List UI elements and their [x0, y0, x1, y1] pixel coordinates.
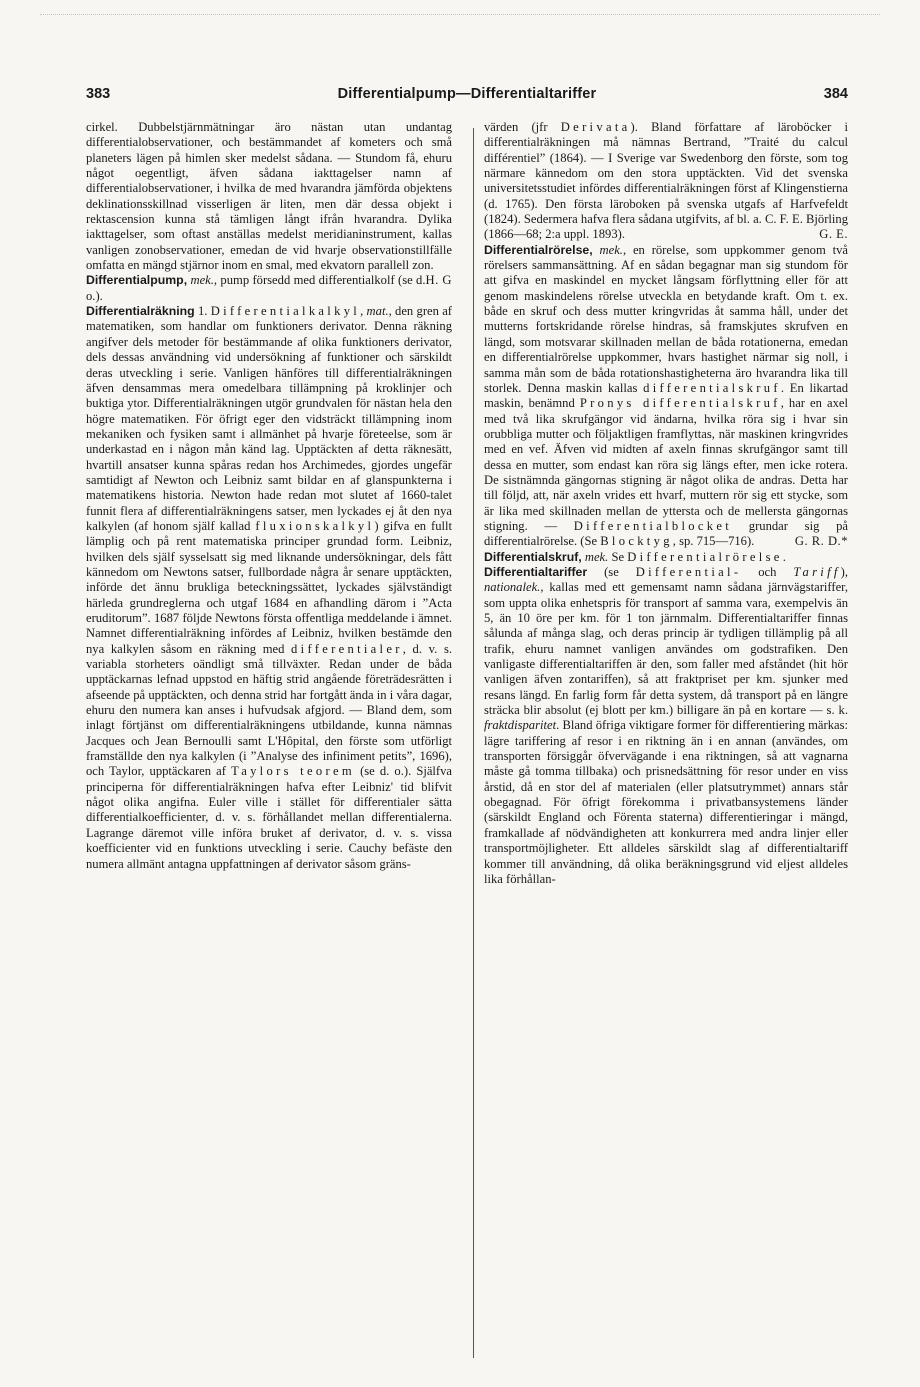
spaced-term: Pronys differentialskruf	[579, 396, 781, 411]
spaced-term: Taylors teorem	[231, 764, 355, 779]
scan-edge-line	[40, 14, 880, 15]
spaced-term: differentialer	[291, 641, 403, 656]
emphasis-term: fraktdisparitet	[484, 718, 557, 733]
headword: Differentialtariffer	[484, 564, 588, 579]
entry-differentialrorelse: Differentialrörelse, mek., en rörelse, som uppkommer genom två rörelsers sammansättning. Af en sådan begagnar man sig stundom för att gifva en maskindel en mycket långsam förflyttning eller för att genom maskindelens rörelse utveckla en betydande kraft. Om t. ex. både en skruf och dess mutter kringvridas åt samma håll, under det mutterns fortskridande rörelse hindras, så framskjutes skrufven en längd, som motsvarar skillnaden mellan de båda rotationerna, emedan en differentialrörelse uppkommer, hvars hastighet närmar sig noll, i samma mån som de båda rotationshastigheterna äro hvarandra lika till storlek. Denna maskin kallas differentialskruf. En likartad maskin, benämnd Pronys differentialskruf, har en axel med två lika skrufgängor vid ändarna, hvilka röra sig i hvar sin orubbliga mutter och följaktligen framflyttas, när maskinen kringvrides med en vef. Äfven vid midten af axeln finnas skrufgängor samt till dessa en mutter, som endast kan röra sig längs efter, men icke rotera. De sistnämnda gängornas stigning är något olika de andras. Detta har till följd, att, när axeln vrides ett hvarf, muttern rör sig ett stycke, som är lika med skillnaden mellan de yttersta och de mellersta gängornas stigning. — Differentialblocket grundar sig på differentialrörelse. (Se Blocktyg, sp. 715—716). G. R. D.*	[484, 242, 849, 549]
right-column	[484, 120, 848, 887]
spaced-term: differentialskruf	[643, 380, 781, 395]
headword: Differentialräkning	[86, 304, 195, 319]
headword: Differentialrörelse,	[484, 242, 593, 257]
headword: Differentialpump,	[86, 273, 188, 288]
category: nationalek.	[484, 580, 541, 595]
page-number-left: 383	[86, 86, 111, 102]
category: mat.	[366, 304, 389, 319]
spaced-term: Differential-	[635, 564, 742, 579]
column-divider	[473, 128, 474, 1358]
category: mek.	[190, 273, 214, 288]
entry-continuation-right: värden (jfr Derivata). Bland författare af läroböcker i differentialräkningen må nämnas Bertrand, ”Traité du calcul différentiel” (1864). — I Sverige var Swedenborg den förste, som tog närmare kännedom om den stora upptäckten. Vid det svenska universitetsstudiet infördes differentialräkningen först af Klingenstierna (d. 1765). Den första läroboken på svenska utgafs af Harfvefeldt (1824). Sedermera hafva flera sådana utgifvits, af bl. a. C. F. E. Björling (1866—68; 2:a uppl. 1893). G. E.	[484, 120, 848, 242]
entry-differentialskruf: Differentialskruf, mek. Se Differentialrörelse.	[484, 549, 786, 564]
author-signature: G. R. D.*	[794, 534, 848, 549]
page-header	[86, 86, 848, 108]
spaced-term: Differentialkalkyl	[210, 304, 361, 319]
spaced-term: Differentialblocket	[573, 518, 733, 533]
category: mek.	[599, 242, 623, 257]
headword: Differentialskruf,	[484, 549, 582, 564]
entry-differentialpump: Differentialpump, mek., pump försedd med differentialkolf (se d. o.).	[86, 273, 426, 303]
author-signature: G. E.	[819, 227, 848, 242]
spaced-term: Differentialrörelse	[627, 549, 783, 564]
spaced-term: Blocktyg	[600, 534, 673, 549]
left-column	[86, 120, 452, 872]
entry-differentialtariffer: Differentialtariffer (se Differential- och Tariff), nationalek., kallas med ett gemensamt namn sådana järnvägstariffer, som uppta olika enhetspris för transport af samma vara, exempelvis än 5, än 10 öre per km. för 1 ton järnmalm. Differentialtariffer finnas sålunda af många slag, och deras princip är tydligen tillämplig på all trafik, ehuru namnet vanligen användes om godstrafiken. Den vanligaste differentialtariffen är den, som faller med afståndet (hit hör vanligen äfven zontariffen), så att fraktpriset per km. sjunker med resans längd. En farlig form får detta system, då transport på en längre sträcka blir absolut (ej blott per km.) billigare än på en kortare — s. k. fraktdisparitet. Bland öfriga viktigare former för differentiering märkas: lägre tariffering af resor i en riktning än i en annan (användes, om transporten försiggår öfvervägande i ena riktningen, så att vagnarna måste gå tomma tillbaka) och prisnedsättning för resor under en viss årstid, då en stor del af materialen (eller platsutrymmet) annars står obegagnad. För öfrigt förekomma i privatbansystemens länder (särskildt England och Förenta staterna) differentieringar i mängd, framkallade af nödvändigheten att konkurrera med andra linjer eller transportmöjligheter. Ett alldeles särskildt slag af differentialtariff kommer till användning, då olika beräkningsgrund vid eljest alldeles lika förhållan-	[484, 564, 849, 886]
page-number-right: 384	[823, 86, 848, 102]
spaced-term: fluxionskalkyl	[255, 518, 375, 533]
author-signature: H. G	[425, 273, 452, 288]
spaced-term: Tariff	[793, 564, 841, 579]
running-title: Differentialpump—Differentialtariffer	[337, 86, 597, 102]
category: mek.	[584, 549, 609, 564]
spaced-term: Derivata	[560, 120, 631, 134]
entry-continuation: cirkel. Dubbelstjärnmätningar äro nästan utan undantag differentialobservationer, och bestämmandet af kometers och små planeters lägen på himlen sker medelst sådana. — Stundom få, ehuru något oegentligt, äfven sådana iakttagelser namn af differentialobservationer, i hvilka de med hvarandra jämförda objektens deklinationsskillnad visserligen är liten, men där dessa objekt i rektascension kunna stå tämligen långt ifrån hvarandra. Dylika iakttagelser, som oftast anställas medelst meridianinstrument, kallas vanligen zonobservationer, emedan de vid hvarje observationstillfälle omfatta en mängd stjärnor inom en smal, med ekvatorn parallell zon. H. G	[86, 120, 452, 288]
entry-differentialrakning: Differentialräkning 1. Differentialkalkyl, mat., den gren af matematiken, som handlar om funktioners derivator. Denna räkning angifver dels metoder för bestämmande af olika funktioners derivator, dels dessas användning vid undersökning af funktioner och särskildt deras utveckling i serie. Vanligen hänföres till differentialräkningen äfven densammas mera omedelbara tillämpning på kroklinjer och buktiga ytor. Differentialräkningen utgör grundvalen för nästan hela den högre matematiken. För öfrigt eger den vidsträckt tillämpning inom mekaniken och fysiken samt i allmänhet på hvarje företeelse, som är underkastad en i någon mån känd lag. Upptäckten af detta räknesätt, hvartill ansatser kunna spåras redan hos Archimedes, gjordes ungefär samtidigt af Newton och Leibniz samt bildar en af glanspunkterna i matematikens historia. Newton hade redan mot slutet af 1660-talet funnit flera af differentialräkningens satser, men lyckades ej åt den nya kalkylen (af honom själf kallad fluxionskalkyl) gifva en fullt lämplig och på rent matematiska principer grundad form. Leibniz, hvilken dels själf sysselsatt sig med liknande undersökningar, dels fått kännedom om Newtons satser, fullbordade några år senare upptäckten, införde det ännu brukliga beteckningssättet, lyckades självständigt härleda grundreglerna och utgaf 1684 en afhandling därom i ”Acta eruditorum”. 1687 följde Newtons första offentliga meddelande i ämnet. Namnet differentialräkning infördes af Leibniz, hvilken bestämde den nya kalkylen såsom en räkning med differentialer, d. v. s. variabla storheters oändligt små tillväxter. Redan under de båda upptäckarnas lefnad uppstod en häftig strid angående företrädesrätten i afseende på upptäckten, och denna strid har fortgått ända in i våra dagar, ehuru den numera kan anses i hufvudsak afgjord. — Bland dem, som inlagt förtjänst om differentialräkningens utbildande, kunna nämnas Jacques och Jean Bernoulli samt L'Hôpital, den förste som utförligt framställde den nya kalkylen (i ”Analyse des infiniment petits”, 1696), och Taylor, upptäckaren af Taylors teorem (se d. o.). Själfva principerna för differentialräkningen hafva efter Leibniz' tid blifvit något olika angifna. Euler ville i stället för differentialer sätta differentialkoefficienter, d. v. s. förhållandet mellan differentialerna. Lagrange däremot ville införa bruket af derivator, d. v. s. vissa koefficienter vid en funktions utveckling i serie. Cauchy befäste den numera allmänt antagna uppfattningen af derivator såsom gräns-	[86, 304, 453, 871]
